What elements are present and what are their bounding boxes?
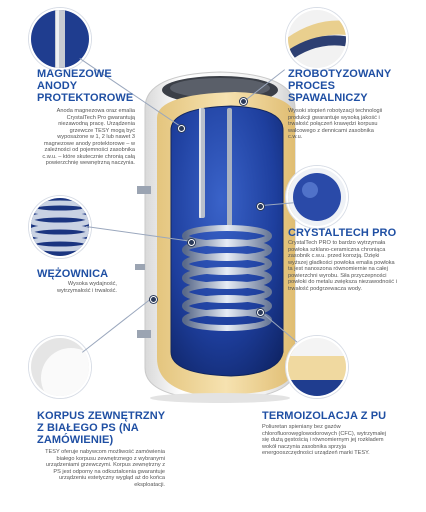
weld-pointer-dot (240, 98, 247, 105)
insulation-detail-badge (286, 336, 348, 398)
casing-pointer-dot (150, 296, 157, 303)
welding-title: ZROBOTYZOWANY PROCES SPAWALNICZY (288, 68, 392, 104)
casing-description: TESY oferuje nabywcom możliwość zamówienia białego korpusu zewnętrznego z wybranymi urządzeniami grzewczymi. Korpus zewnętrzny z PS jest odporny na odkształcenia gwarantuje urządzeniu estetyczny wygląd aż do końca eksploatacji. (45, 449, 165, 488)
crystaltech-description: CrystalTech PRO to bardzo wytrzymała powłoka szklano-ceramiczna chroniąca zasobnik c.w.u. przed korozją. Dzięki wyższej gładkości powłoka emalia powłoka ta jest nanoszona równomiernie na całej powierzchni wyrobu. Siła przyczepności powłoki do metalu zwiększa niezawodność i trwałość podgrzewacza wody. (288, 240, 397, 292)
insulation-title: TERMOIZOLACJA Z PU (262, 410, 387, 422)
coil-pointer-dot (188, 239, 195, 246)
anodes-description: Anoda magnezowa oraz emalia CrystalTech Pro gwarantują niezawodną pracę. Urządzenia grzewcze TESY mogą być wyposażone w 1, 2 lub nawet 3 magnezowe anody protektorowe – w zależności od pojemności zasobnika c.w.u. – które skutecznie chronią całą powierzchnię wewnętrzną naczynia. (42, 108, 135, 166)
casing-detail-badge (29, 336, 91, 398)
coil-description: Wysoka wydajność, wytrzymałość i trwałość. (57, 281, 117, 294)
casing-title: KORPUS ZEWNĘTRZNY Z BIAŁEGO PS (NA ZAMÓWIENIE) (37, 410, 166, 446)
anodes-title: MAGNEZOWE ANODY PROTEKTOROWE (37, 68, 134, 104)
crystaltech-pointer-dot (257, 203, 264, 210)
coil-detail-badge (29, 196, 91, 258)
coil-title: WĘŻOWNICA (37, 268, 109, 280)
insulation-pointer-dot (257, 309, 264, 316)
welding-description: Wysoki stopień robotyzacji technologii produkcji gwarantuje wysoką jakość i trwałość połączeń krawędzi korpusu walcowego z dennicami zasobnika c.w.u. (288, 108, 383, 140)
anode-pointer-dot (178, 125, 185, 132)
weld-detail-badge (286, 8, 348, 70)
crystaltech-detail-badge (286, 166, 348, 228)
crystaltech-title: CRYSTALTECH PRO (288, 227, 397, 239)
insulation-description: Poliuretan spieniany bez gazów chlorofluorowęglowodorowych (CFC), wytrzymałej się dużą gęstością i równomiernym jej rozkładem wokół naczynia zasobnika sprzyja energooszczędności urządzeń marki TESY. (262, 424, 387, 456)
